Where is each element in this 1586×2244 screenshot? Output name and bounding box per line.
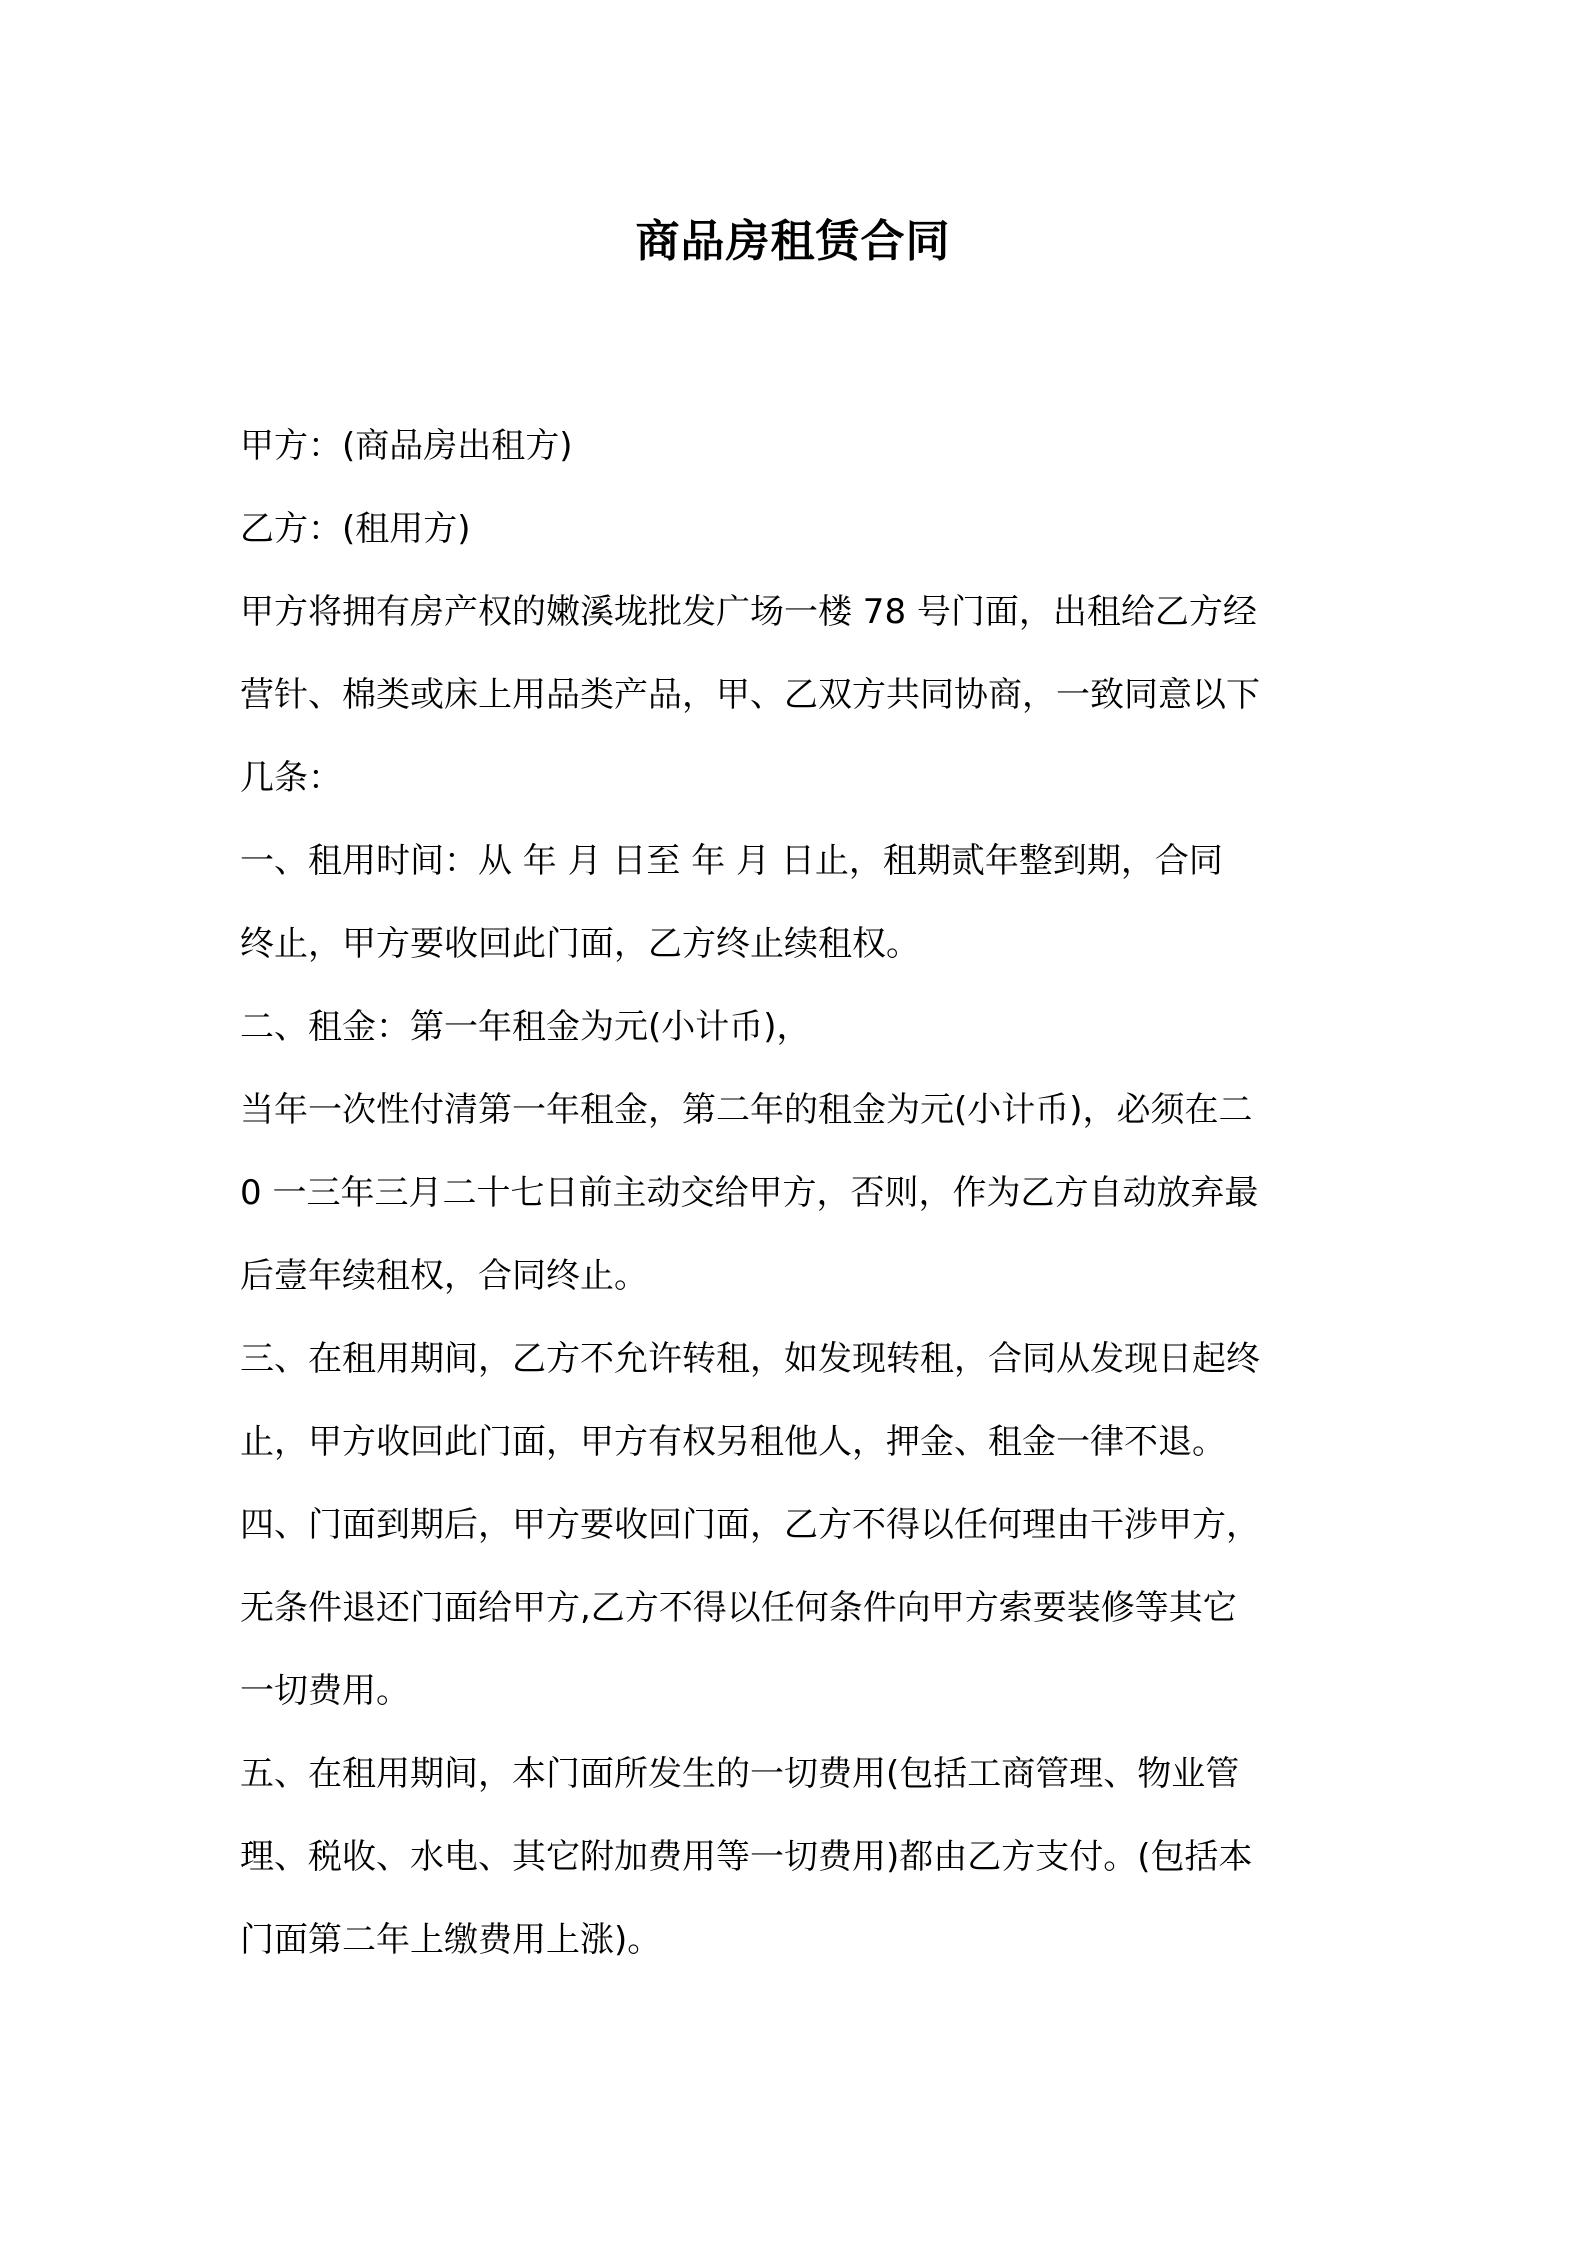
clause-5-line-3: 门面第二年上缴费用上涨)。 (240, 1920, 662, 1960)
clause-3-line-2: 止，甲方收回此门面，甲方有权另租他人，押金、租金一律不退。 (240, 1422, 1226, 1462)
party-b-line: 乙方：(租用方) (240, 509, 471, 549)
clause-1-line-1: 一、租用时间：从 年 月 日至 年 月 日止，租期贰年整到期，合同 (240, 841, 1223, 881)
intro-line-3: 几条： (240, 758, 342, 798)
clause-2-line-3: 0 一三年三月二十七日前主动交给甲方，否则，作为乙方自动放弃最 (240, 1173, 1259, 1213)
clause-3-line-1: 三、在租用期间，乙方不允许转租，如发现转租，合同从发现日起终 (240, 1339, 1260, 1379)
intro-line-1: 甲方将拥有房产权的嫩溪垅批发广场一楼 78 号门面，出租给乙方经 (240, 592, 1257, 632)
party-a-line: 甲方：(商品房出租方) (240, 426, 573, 466)
intro-line-2: 营针、棉类或床上用品类产品，甲、乙双方共同协商，一致同意以下 (240, 675, 1260, 715)
clause-5-line-1: 五、在租用期间，本门面所发生的一切费用(包括工商管理、物业管 (240, 1754, 1240, 1794)
clause-1-line-2: 终止，甲方要收回此门面，乙方终止续租权。 (240, 924, 920, 964)
clause-2-line-2: 当年一次性付清第一年租金，第二年的租金为元(小计币)，必须在二 (240, 1090, 1253, 1130)
clause-4-line-2: 无条件退还门面给甲方,乙方不得以任何条件向甲方索要装修等其它 (240, 1588, 1237, 1628)
document-title: 商品房租赁合同 (635, 216, 951, 267)
clause-2-line-4: 后壹年续租权，合同终止。 (240, 1256, 648, 1296)
clause-5-line-2: 理、税收、水电、其它附加费用等一切费用)都由乙方支付。(包括本 (240, 1837, 1253, 1877)
clause-2-line-1: 二、租金：第一年租金为元(小计币)， (240, 1007, 811, 1047)
contract-body (240, 405, 1360, 1982)
clause-4-line-1: 四、门面到期后，甲方要收回门面，乙方不得以任何理由干涉甲方， (240, 1505, 1260, 1545)
clause-4-line-3: 一切费用。 (240, 1671, 410, 1711)
